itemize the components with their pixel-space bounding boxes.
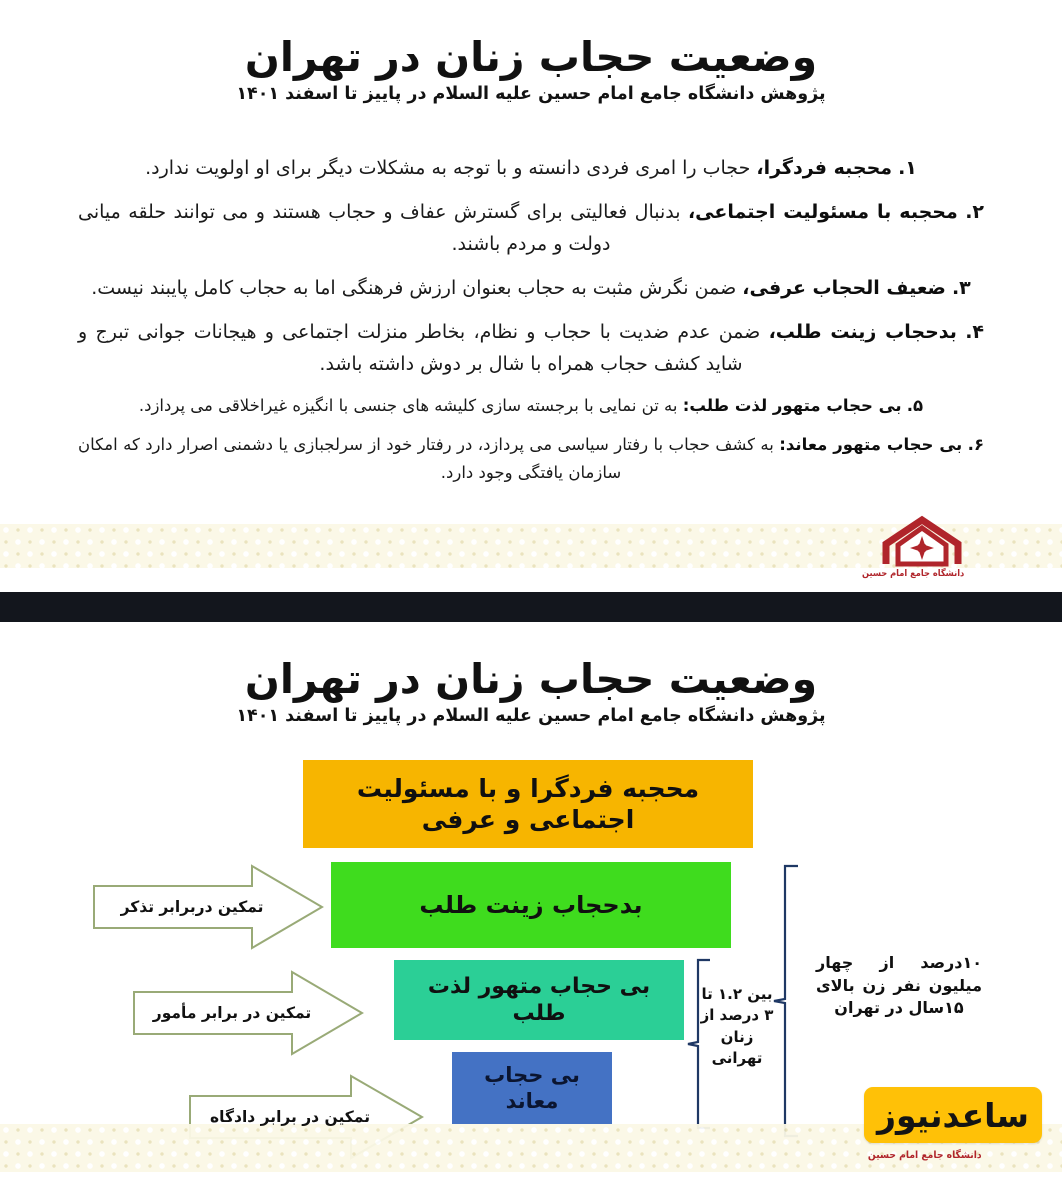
diagram-title: وضعیت حجاب زنان در تهران [244,655,818,703]
hijab-category-list [78,152,984,498]
university-logo-mark-icon [876,514,968,568]
pyramid-bar-1-label: محجبه فردگرا و با مسئولیت اجتماعی و عرفی [356,773,700,834]
flow-arrow-2-label: تمکین در برابر مأمور [152,1004,312,1022]
panel-divider [0,592,1062,622]
list-item-body: بدنبال فعالیتی برای گسترش عفاف و حجاب هستند و می توانند حلقه میانی دولت و مردم باشند. [78,200,681,256]
university-logo [867,1142,986,1200]
list-item-lead: محجبه فردگرا، [756,157,893,179]
page-subtitle: پژوهش دانشگاه جامع امام حسین علیه السلام در پاییز تا اسفند ۱۴۰۱ [236,84,826,105]
list-item [78,316,984,381]
outer-bracket-annotation: ۱۰درصد از چهار میلیون نفر زن بالای ۱۵سال در تهران [816,953,982,1018]
list-item-body: به کشف حجاب با رفتار سیاسی می پردازد، در رفتار خود از سرلجبازی یا دشمنی اصرار دارد که امکان سازمان یافتگی وجود دارد. [78,435,774,483]
diagram-subtitle: پژوهش دانشگاه جامع امام حسین علیه السلام در پاییز تا اسفند ۱۴۰۱ [236,706,826,727]
university-logo-caption: دانشگاه جامع امام حسین [861,569,965,579]
list-item [78,431,984,487]
list-item [78,152,984,185]
page-title: وضعیت حجاب زنان در تهران [244,33,818,81]
panel-one-title-block [0,34,1062,104]
list-item-body: به تن نمایی با برجسته سازی کلیشه های جنسی با انگیزه غیراخلاقی می پردازد. [138,396,678,416]
flow-arrow-1 [92,864,324,950]
pyramid-bar-3 [394,960,684,1040]
outer-bracket [772,864,800,1138]
list-item-number: ۱. [898,157,917,179]
pyramid-bar-2-label: بدحجاب زینت طلب [419,891,643,919]
list-item-body: حجاب را امری فردی دانسته و با توجه به مشکلات دیگر برای او اولویت ندارد. [145,157,751,179]
pyramid-bar-1 [303,760,753,848]
list-item-number: ۲. [965,200,985,223]
list-item-lead: بدحجاب زینت طلب، [768,320,957,343]
saednews-watermark-label: ساعدنیوز [877,1095,1029,1135]
list-item-lead: بی حجاب متهور لذت طلب: [682,396,902,416]
panel-pyramid-diagram [0,622,1062,1200]
list-item [78,196,984,261]
list-item [78,392,984,420]
panel-two-title-block [0,656,1062,726]
list-item-body: ضمن عدم ضدیت با حجاب و نظام، بخاطر منزلت اجتماعی و هیجانات جوانی تبرج و شاید کشف حجاب همراه با شال بر دوش داشته باشد. [78,320,761,376]
list-item [78,272,984,305]
saednews-watermark-badge [864,1087,1042,1143]
inner-bracket-annotation: بین ۱.۲ تا ۳ درصد از زنان تهرانی [700,985,774,1067]
flow-arrow-1-label: تمکین دربرابر تذکر [120,898,264,916]
list-item-number: ۳. [951,277,971,300]
list-item-lead: محجبه با مسئولیت اجتماعی، [687,200,958,223]
list-item-lead: بی حجاب متهور معاند: [779,435,963,455]
university-logo [861,514,968,588]
list-item-number: ۵. [906,396,924,416]
panel-text-list [0,0,1062,592]
list-item-number: ۴. [965,320,985,343]
flow-arrow-3-label: تمکین در برابر دادگاه [210,1108,371,1126]
pyramid-bar-2 [331,862,731,948]
pyramid-bar-4 [452,1052,612,1124]
list-item-body: ضمن نگرش مثبت به حجاب بعنوان ارزش فرهنگی اما به حجاب کامل پایبند نیست. [91,277,737,300]
flow-arrow-2 [132,970,364,1056]
pyramid-bar-3-label: بی حجاب متهور لذت طلب [427,973,651,1026]
pyramid-bar-4-label: بی حجاب معاند [484,1062,580,1113]
university-logo-caption: دانشگاه جامع امام حسین [867,1150,982,1161]
list-item-lead: ضعیف الحجاب عرفی، [742,277,946,300]
list-item-number: ۶. [967,435,985,455]
